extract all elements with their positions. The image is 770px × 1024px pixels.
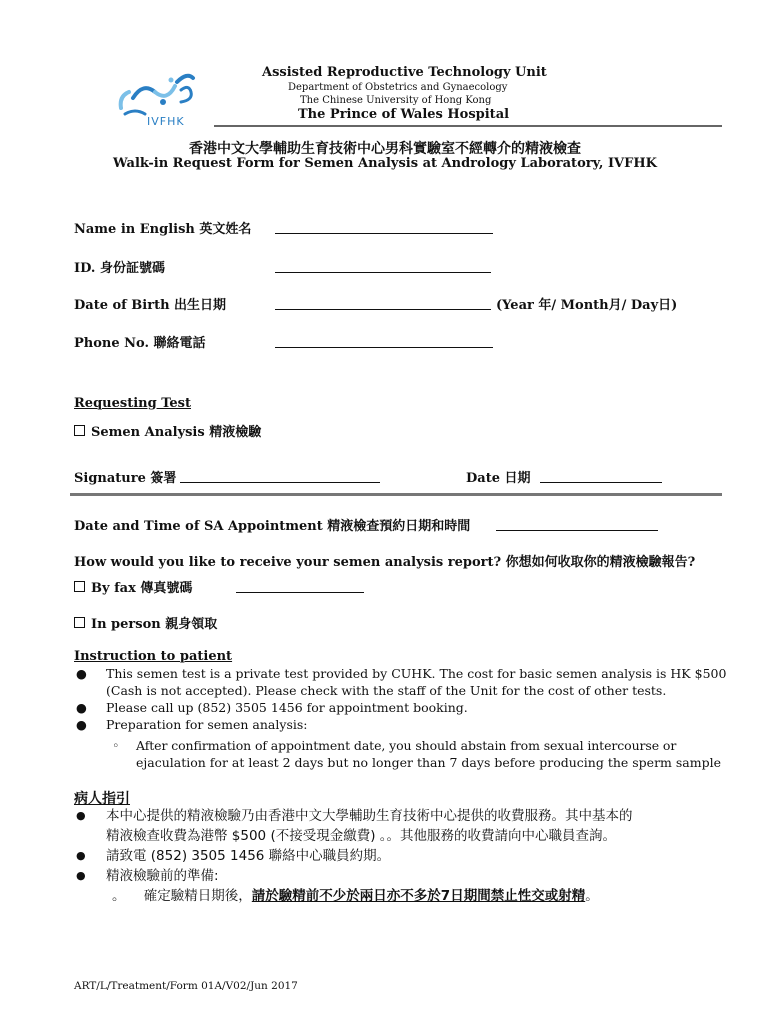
instruction-sub-item-zh: 。 確定驗精日期後，請於驗精前不少於兩日亦不多於7日期間禁止性交或射精。 [112, 888, 599, 904]
instruction-item: ● This semen test is a private test provided by CUHK. The cost for basic semen analysis is HK $500 (Cash is not accepted). Please check with the staff of the Unit for the cost of other tests. [76, 666, 727, 698]
semen-analysis-label: Semen Analysis 精液檢驗 [91, 425, 262, 440]
dob-format-hint: (Year 年/ Month月/ Day日) [496, 298, 678, 313]
instruction-sub-item-en: ◦ After confirmation of appointment date, you should abstain from sexual intercourse or ejaculation for at least 2 days but no longer than 7 days before producing the sperm sample [112, 738, 721, 770]
bullet-icon: ● [76, 717, 87, 732]
bullet-icon: ● [76, 666, 87, 681]
bullet-icon: ● [76, 869, 86, 882]
report-question: How would you like to receive your semen analysis report? 你想如何收取你的精液檢驗報告? [74, 555, 696, 570]
dob-label: Date of Birth 出生日期 [74, 298, 227, 313]
fax-number-field[interactable] [236, 578, 364, 597]
in-person-checkbox[interactable] [74, 617, 85, 628]
id-field[interactable] [275, 258, 491, 277]
id-label: ID. 身份証號碼 [74, 261, 165, 276]
in-person-option[interactable] [74, 613, 217, 632]
in-person-label: In person 親身領取 [91, 617, 218, 632]
instruction-item: ● Preparation for semen analysis: [76, 717, 308, 732]
bullet-icon: ● [76, 700, 87, 715]
name-label: Name in English 英文姓名 [74, 222, 252, 237]
name-field[interactable] [275, 219, 493, 238]
department-name: Department of Obstetrics and Gynaecology [288, 82, 508, 93]
requesting-test-heading: Requesting Test [74, 396, 191, 411]
ivfhk-logo [115, 68, 205, 130]
appointment-field[interactable] [496, 516, 658, 535]
form-code: ART/L/Treatment/Form 01A/V02/Jun 2017 [74, 980, 298, 992]
bullet-icon: ● [76, 849, 86, 862]
phone-field[interactable] [275, 333, 493, 352]
header-divider [214, 125, 722, 127]
bullet-icon: ● [76, 809, 86, 822]
signature-label: Signature 簽署 [74, 471, 177, 486]
instruction-heading-en: Instruction to patient [74, 649, 233, 664]
instruction-item: ● 請致電 (852) 3505 1456 聯絡中心職員約期。 [76, 848, 391, 864]
form-title-zh: 香港中文大學輔助生育技術中心男科實驗室不經轉介的精液檢查 [189, 141, 581, 157]
fax-label: By fax 傳真號碼 [91, 581, 193, 596]
instruction-list-zh [74, 806, 633, 886]
fax-checkbox[interactable] [74, 581, 85, 592]
date-label: Date 日期 [466, 471, 531, 486]
date-field[interactable] [540, 468, 662, 487]
instruction-item: ● Please call up (852) 3505 1456 for appointment booking. [76, 700, 468, 715]
sub-bullet-icon: 。 [112, 888, 126, 904]
semen-analysis-checkbox[interactable] [74, 425, 85, 436]
appointment-label: Date and Time of SA Appointment 精液檢查預約日期和時間 [74, 519, 471, 534]
instruction-list-en [74, 665, 726, 733]
logo-text: IVFHK [147, 115, 185, 128]
dob-field[interactable] [275, 295, 491, 314]
phone-label: Phone No. 聯絡電話 [74, 336, 206, 351]
hospital-name: The Prince of Wales Hospital [298, 107, 510, 122]
unit-name: Assisted Reproductive Technology Unit [262, 65, 547, 80]
instruction-item: ● 精液檢驗前的準備: [76, 868, 219, 884]
section-divider [70, 493, 722, 496]
instruction-item: ● 本中心提供的精液檢驗乃由香港中文大學輔助生育技術中心提供的收費服務。其中基本的 精液檢查收費為港幣 $500 (不接受現金繳費) 。。其他服務的收費請向中心職員查詢。 [76, 808, 633, 844]
fax-option[interactable] [74, 577, 192, 596]
signature-field[interactable] [180, 468, 380, 487]
university-name: The Chinese University of Hong Kong [300, 95, 492, 106]
sub-bullet-icon: ◦ [112, 738, 120, 753]
form-title-en: Walk-in Request Form for Semen Analysis at Andrology Laboratory, IVFHK [113, 156, 657, 171]
instruction-heading-zh: 病人指引 [74, 791, 130, 807]
semen-analysis-option[interactable] [74, 421, 261, 440]
